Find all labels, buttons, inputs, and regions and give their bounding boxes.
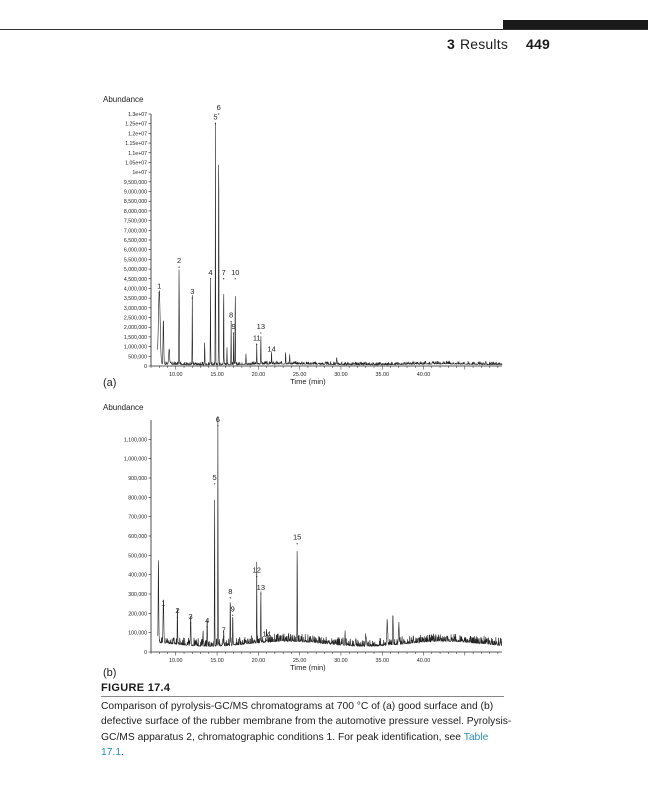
y-tick-label: 400,000 — [128, 572, 147, 579]
peak-label: 14 — [267, 344, 276, 354]
peak-apex — [217, 425, 218, 426]
peak-label: 12 — [252, 565, 261, 575]
x-tick-label: 30.00 — [334, 372, 348, 378]
y-tick-label: 3,000,000 — [123, 305, 147, 312]
peak-apex — [266, 640, 267, 641]
y-axis-title: Abundance — [103, 95, 144, 104]
page-number: 449 — [526, 36, 550, 52]
caption-text: Comparison of pyrolysis-GC/MS chromatograms at 700 °C of (a) good surface and (b) defective surface of the rubber membrane from the automotive pressure vessel. Pyrolysis-GC/MS apparatus 2, chromatographic conditions 1. For peak identification, see — [101, 701, 512, 743]
peak-apex — [230, 597, 231, 598]
y-tick-label: 7,000,000 — [123, 228, 147, 235]
peak-apex — [223, 278, 224, 279]
y-tick-label: 3,500,000 — [123, 296, 147, 303]
peak-apex — [192, 298, 193, 299]
y-tick-label: 4,000,000 — [123, 286, 147, 293]
peak-label: 3 — [190, 287, 195, 297]
section-number: 3 — [446, 36, 455, 52]
peak-apex — [215, 123, 216, 124]
peak-apex — [159, 292, 160, 293]
y-tick-label: 6,000,000 — [123, 247, 147, 254]
peak-apex — [223, 636, 224, 637]
header-rule — [0, 29, 648, 30]
y-tick-label: 4,500,000 — [123, 276, 147, 283]
x-tick-label: 10.00 — [169, 658, 183, 664]
y-tick-label: 1,000,000 — [123, 456, 147, 463]
peak-apex — [232, 615, 233, 616]
y-tick-label: 800,000 — [128, 495, 147, 502]
peak-apex — [207, 626, 208, 627]
chromatogram-b — [0, 398, 648, 688]
peak-apex — [256, 344, 257, 345]
peak-label: 7 — [221, 267, 226, 277]
peak-label: 3 — [188, 612, 193, 621]
peak-label: 5 — [213, 112, 218, 122]
peak-apex — [233, 332, 234, 333]
x-tick-label: 35.00 — [375, 372, 389, 378]
y-tick-label: 6,500,000 — [123, 238, 147, 244]
peak-apex — [214, 483, 215, 484]
peak-apex — [178, 267, 179, 268]
y-tick-label: 1,500,000 — [123, 334, 147, 341]
peak-label: 8 — [229, 310, 234, 320]
x-tick-label: 15.00 — [210, 372, 224, 378]
peak-label: 4 — [208, 267, 213, 277]
running-header — [447, 36, 550, 52]
peak-apex — [218, 113, 219, 114]
y-tick-label: 200,000 — [128, 611, 147, 618]
x-tick-label: 20.00 — [251, 372, 266, 378]
peak-label: 10 — [231, 267, 240, 277]
y-tick-label: 1.3e+07 — [128, 112, 147, 118]
peak-label: 9 — [231, 322, 236, 332]
x-tick-label: 25.00 — [292, 372, 307, 378]
y-tick-label: 600,000 — [128, 534, 147, 540]
y-tick-label: 1,100,000 — [123, 437, 147, 444]
x-tick-label: 40.00 — [416, 372, 431, 378]
y-tick-label: 100,000 — [128, 630, 147, 637]
x-tick-label: 35.00 — [375, 658, 389, 664]
peak-label: 4 — [205, 615, 210, 625]
figure-caption — [101, 699, 513, 760]
x-tick-label: 15.00 — [210, 658, 224, 664]
table-link[interactable]: Table 17.1 — [101, 731, 489, 758]
peak-apex — [271, 355, 272, 356]
chromatogram-a — [0, 92, 648, 397]
y-tick-label: 8,500,000 — [123, 199, 147, 206]
y-tick-label: 1,000,000 — [123, 344, 147, 351]
peak-apex — [235, 278, 236, 279]
y-tick-label: 2,500,000 — [123, 315, 147, 322]
figure-rule — [101, 696, 504, 697]
panel-label: (a) — [103, 377, 117, 389]
y-tick-label: 500,000 — [128, 354, 147, 361]
y-tick-label: 9,000,000 — [123, 189, 147, 196]
x-tick-label: 10.00 — [169, 372, 183, 378]
x-tick-label: 20.00 — [251, 658, 266, 664]
peak-label: 13 — [256, 322, 266, 332]
peak-label: 6 — [216, 103, 221, 112]
y-tick-label: 1.05e+07 — [125, 160, 147, 167]
y-tick-label: 1e+07 — [132, 170, 147, 177]
peak-apex — [256, 576, 257, 577]
y-tick-label: 300,000 — [128, 592, 147, 598]
y-tick-label: 7,500,000 — [123, 218, 147, 225]
y-tick-label: 8,000,000 — [123, 208, 147, 215]
peak-label: 11 — [252, 333, 261, 343]
y-tick-label: 2,000,000 — [123, 325, 147, 332]
peak-label: 9 — [230, 604, 235, 614]
chromatogram-trace — [158, 123, 502, 365]
panel-label: (b) — [103, 667, 117, 679]
caption-end: . — [121, 746, 124, 758]
x-tick-label: 25.00 — [292, 658, 307, 664]
y-tick-label: 5,500,000 — [123, 257, 147, 264]
peak-label: 15 — [293, 532, 302, 542]
peak-label: 5 — [212, 472, 217, 482]
peak-label: 8 — [228, 586, 233, 596]
y-tick-label: 700,000 — [128, 514, 147, 521]
peak-label: 1 — [161, 598, 166, 608]
peak-apex — [260, 593, 261, 594]
y-tick-label: 0 — [144, 364, 147, 370]
peak-apex — [260, 332, 261, 333]
x-axis-title: Time (min) — [290, 663, 326, 672]
peak-label: 6 — [215, 414, 220, 424]
y-tick-label: 1.2e+07 — [128, 131, 147, 138]
y-tick-label: 1.25e+07 — [125, 121, 147, 128]
y-tick-label: 9,500,000 — [123, 179, 147, 186]
x-tick-label: 40.00 — [416, 658, 431, 664]
peak-label: 2 — [175, 606, 180, 616]
peak-apex — [163, 609, 164, 610]
peak-label: 13 — [256, 583, 266, 592]
peak-apex — [210, 278, 211, 279]
y-tick-label: 1.15e+07 — [125, 141, 147, 148]
y-tick-label: 0 — [144, 650, 147, 656]
y-tick-label: 500,000 — [128, 553, 147, 560]
peak-label: 2 — [176, 256, 182, 266]
y-tick-label: 900,000 — [128, 476, 147, 482]
chromatogram-trace — [158, 416, 502, 646]
x-tick-label: 30.00 — [334, 658, 348, 664]
y-axis-title: Abundance — [103, 403, 144, 412]
y-tick-label: 1.1e+07 — [128, 150, 147, 157]
peak-apex — [297, 543, 298, 544]
peak-label: 7 — [221, 625, 226, 635]
peak-apex — [177, 617, 178, 618]
x-axis-title: Time (min) — [290, 377, 326, 386]
peak-label: 1 — [157, 281, 162, 291]
section-title: Results — [459, 36, 509, 52]
figure-label: FIGURE 17.4 — [101, 682, 171, 694]
peak-label: 14 — [262, 629, 271, 639]
y-tick-label: 5,000,000 — [123, 267, 147, 274]
peak-apex — [190, 622, 191, 623]
